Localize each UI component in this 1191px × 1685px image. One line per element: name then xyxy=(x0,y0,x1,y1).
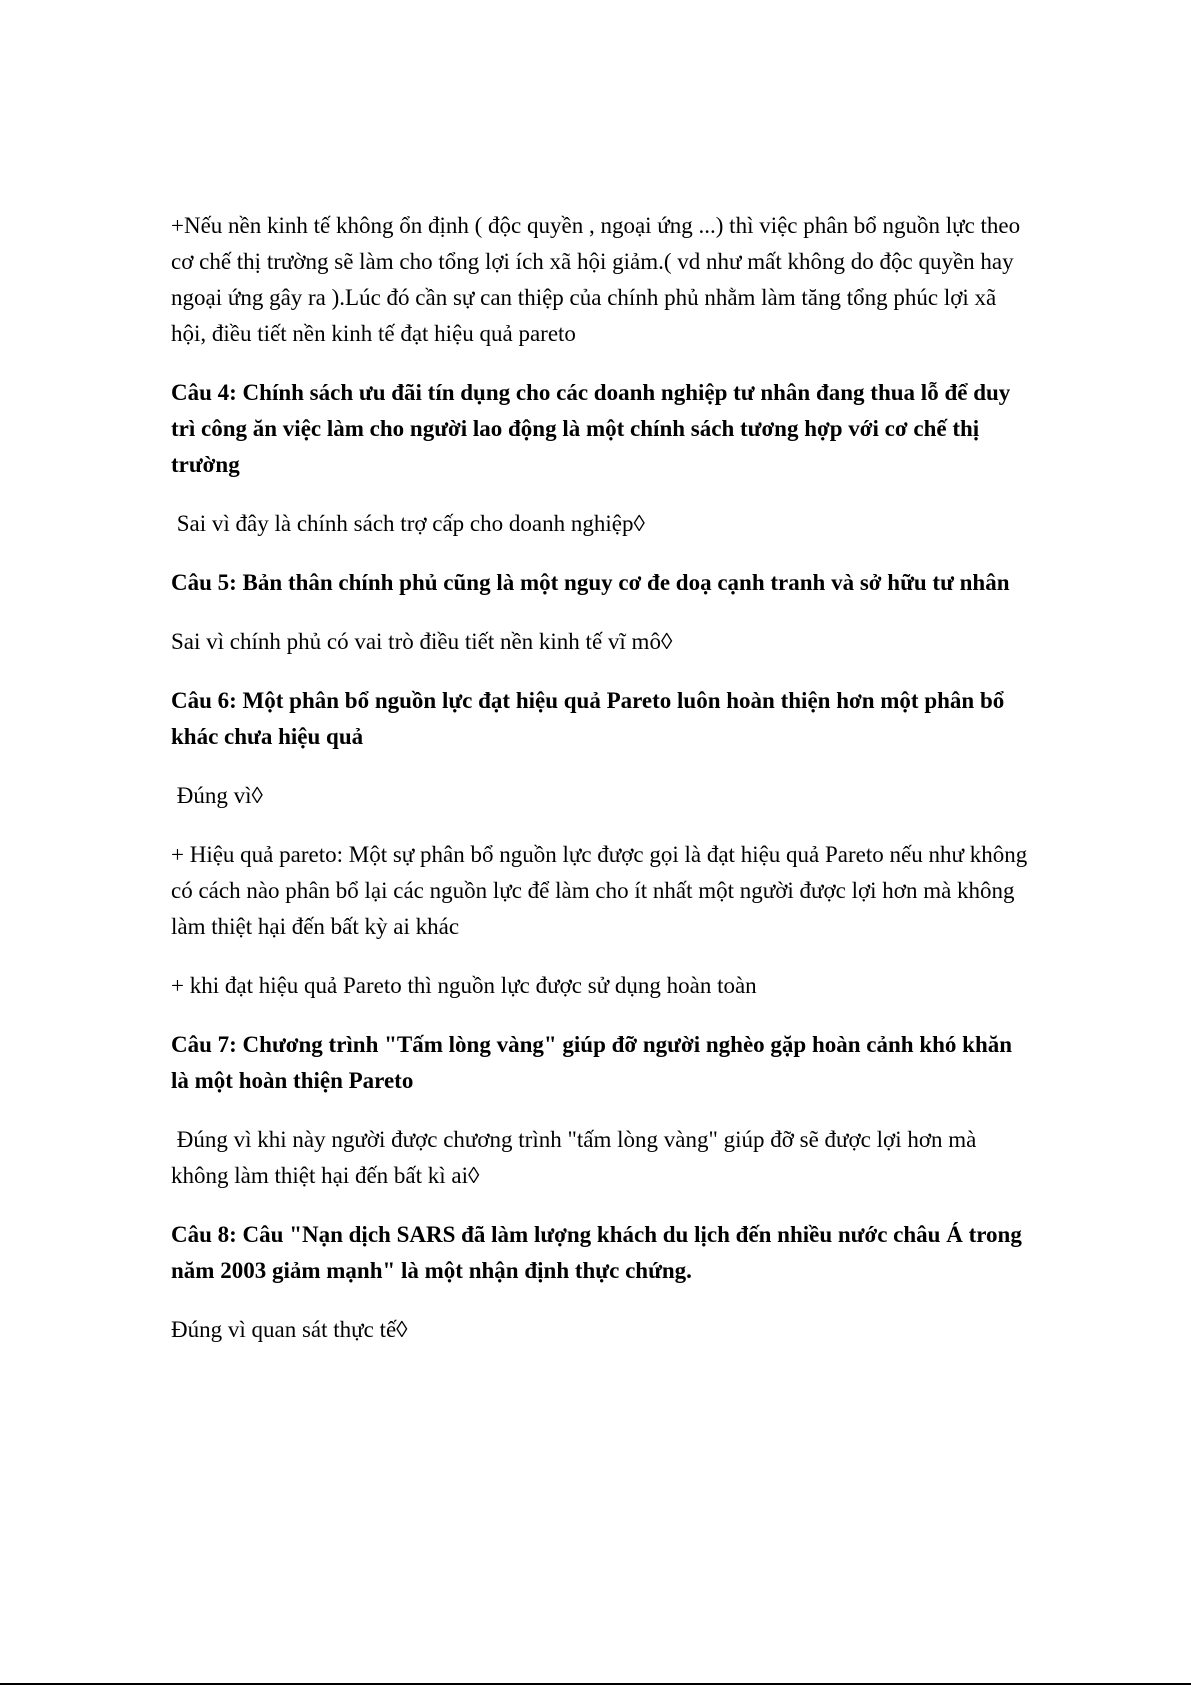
question-4: Câu 4: Chính sách ưu đãi tín dụng cho các doanh nghiệp tư nhân đang thua lỗ để duy trì công ăn việc làm cho người lao động là một chính sách tương hợp với cơ chế thị trường xyxy=(171,380,1017,477)
answer-6-note: + khi đạt hiệu quả Pareto thì nguồn lực được sử dụng hoàn toàn xyxy=(171,973,757,998)
answer-6-definition: + Hiệu quả pareto: Một sự phân bổ nguồn lực được gọi là đạt hiệu quả Pareto nếu như không có cách nào phân bổ lại các nguồn lực để làm cho ít nhất một người được lợi hơn mà không làm thiệt hại đến bất kỳ ai khác xyxy=(171,842,1033,939)
question-6: Câu 6: Một phân bổ nguồn lực đạt hiệu quả Pareto luôn hoàn thiện hơn một phân bổ khác chưa hiệu quả xyxy=(171,688,1010,749)
question-8: Câu 8: Câu "Nạn dịch SARS đã làm lượng khách du lịch đến nhiều nước châu Á trong năm 2003 giảm mạnh" là một nhận định thực chứng. xyxy=(171,1222,1028,1283)
question-7: Câu 7: Chương trình "Tấm lòng vàng" giúp đỡ người nghèo gặp hoàn cảnh khó khăn là một hoàn thiện Pareto xyxy=(171,1032,1018,1093)
answer-5: Sai vì chính phủ có vai trò điều tiết nền kinh tế vĩ mô◊ xyxy=(171,629,673,654)
question-5: Câu 5: Bản thân chính phủ cũng là một nguy cơ đe doạ cạnh tranh và sở hữu tư nhân xyxy=(171,570,1010,595)
answer-8: Đúng vì quan sát thực tế◊ xyxy=(171,1317,408,1342)
answer-4: Sai vì đây là chính sách trợ cấp cho doanh nghiệp◊ xyxy=(171,511,645,536)
paragraph-intro: +Nếu nền kinh tế không ổn định ( độc quyền , ngoại ứng ...) thì việc phân bổ nguồn lực theo cơ chế thị trường sẽ làm cho tổng lợi ích xã hội giảm.( vd như mất không do độc quyền hay ngoại ứng gây ra ).Lúc đó cần sự can thiệp của chính phủ nhằm làm tăng tổng phúc lợi xã hội, điều tiết nền kinh tế đạt hiệu quả pareto xyxy=(171,213,1026,346)
answer-6: Đúng vì◊ xyxy=(171,783,263,808)
document-page xyxy=(171,208,1031,1348)
answer-7: Đúng vì khi này người được chương trình "tấm lòng vàng" giúp đỡ sẽ được lợi hơn mà không làm thiệt hại đến bất kì ai◊ xyxy=(171,1127,983,1188)
